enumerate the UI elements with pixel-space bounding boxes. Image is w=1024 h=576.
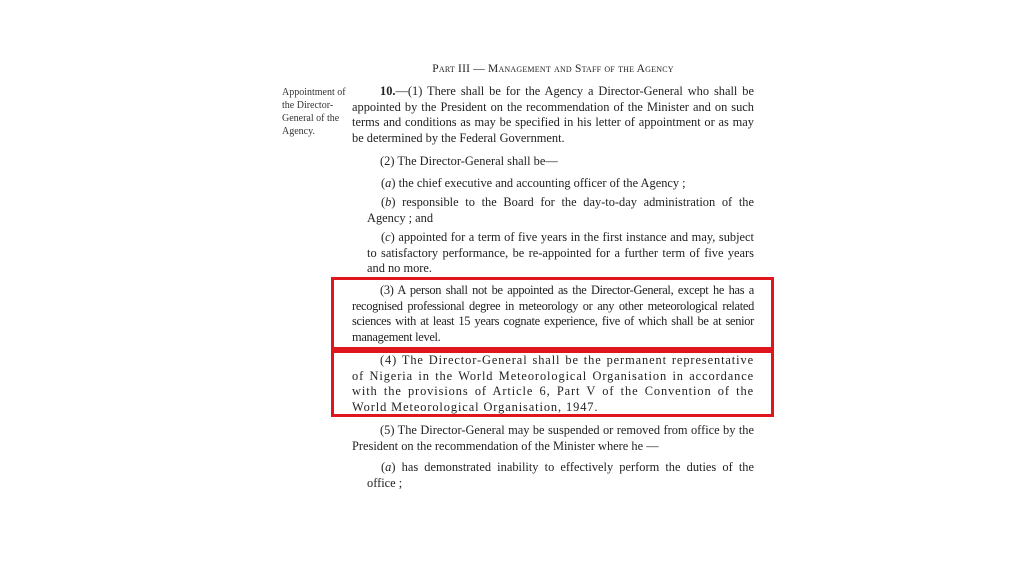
part-title: Management and Staff of the Agency (488, 63, 674, 75)
subsection-1 (352, 84, 754, 146)
subsection-2b-label: b (385, 195, 392, 209)
subsection-5a-label: a (385, 460, 392, 474)
subsection-5a-text: has demonstrated inability to effectively perform the duties of the office ; (367, 460, 754, 490)
subsection-2c-text: appointed for a term of five years in the first instance and may, subject to satisfactory performance, be re-appointed for a further term of five years and no more. (367, 230, 754, 276)
margin-note: Appointment of the Director-General of the Agency. (282, 87, 346, 137)
subsection-2c-label: c (385, 230, 391, 244)
subsection-5a: (a) has demonstrated inability to effectively perform the duties of the office ; (367, 460, 754, 490)
subsection-5: (5) The Director-General may be suspended or removed from office by the President on the recommendation of the Minister where he — (352, 423, 754, 453)
subsection-4: (4) The Director-General shall be the permanent representative of Nigeria in the World Meteorological Organisation in accordance with the provisions of Article 6, Part V of the Convention of the World Meteorological Organisation, 1947. (352, 353, 754, 414)
subsection-1-text: —(1) There shall be for the Agency a Director-General who shall be appointed by the President on the recommendation of the Minister and on such terms and conditions as may be specified in his letter of appointment or as may be determined by the Federal Government. (352, 84, 754, 145)
subsection-2: (2) The Director-General shall be— (380, 154, 558, 168)
subsection-2b: (b) responsible to the Board for the day-to-day administration of the Agency ; and (367, 195, 754, 225)
subsection-2a-text: the chief executive and accounting officer of the Agency ; (398, 176, 686, 190)
subsection-3: (3) A person shall not be appointed as the Director-General, except he has a recognised professional degree in meteorology or any other meteorological related sciences with at least 15 years cognate experience, five of which shall be at senior management level. (352, 283, 754, 344)
part-number: Part III (432, 63, 471, 75)
subsection-2b-text: responsible to the Board for the day-to-day administration of the Agency ; and (367, 195, 754, 225)
part-heading (352, 63, 754, 75)
subsection-2c: (c) appointed for a term of five years in the first instance and may, subject to satisfactory performance, be re-appointed for a further term of five years and no more. (367, 230, 754, 276)
part-dash: — (473, 63, 485, 75)
subsection-2a: (a) the chief executive and accounting officer of the Agency ; (381, 176, 686, 190)
section-number: 10. (380, 84, 396, 98)
subsection-2a-label: a (385, 176, 392, 190)
